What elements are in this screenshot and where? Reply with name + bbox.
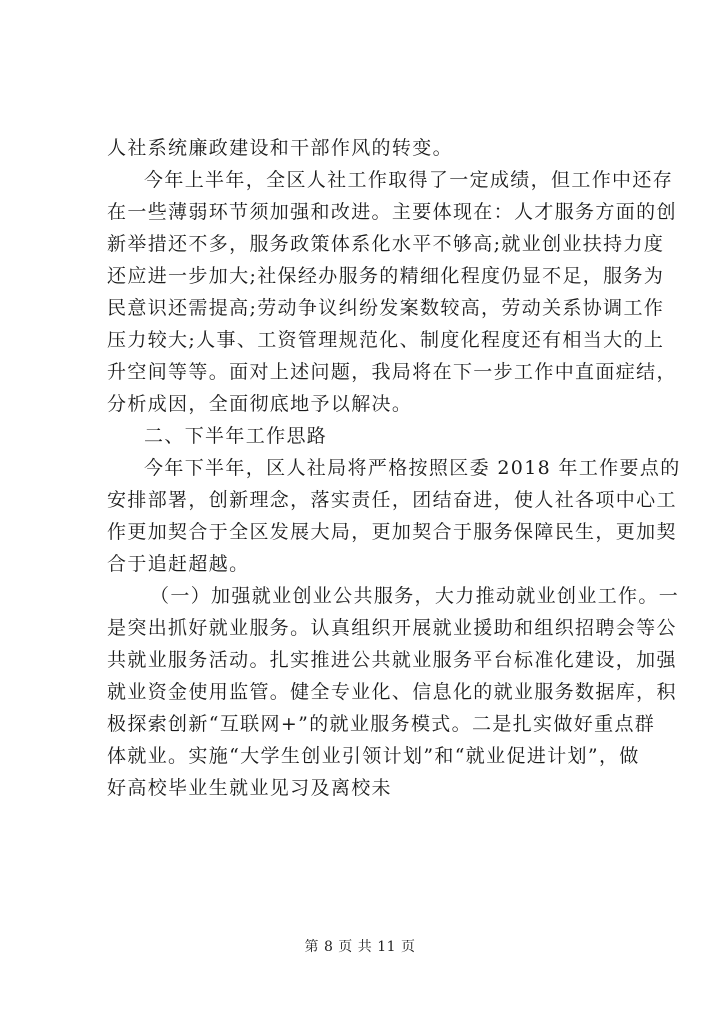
- subsection-first-line: （一）加强就业创业公共服务，大力推动就业创业工作。一: [150, 585, 680, 607]
- page-number-footer: 第 8 页 共 11 页: [304, 939, 416, 955]
- text-line: 合于追赶超越。: [107, 553, 250, 575]
- text-line: 人社系统廉政建设和干部作风的转变。: [107, 137, 453, 159]
- text-line: 就业资金使用监管。健全专业化、信息化的就业服务数据库，积: [107, 681, 677, 703]
- text-line: 安排部署，创新理念，落实责任，团结奋进，使人社各项中心工: [107, 489, 677, 511]
- paragraph-first-line: 今年上半年，全区人社工作取得了一定成绩，但工作中还存: [144, 169, 674, 191]
- text-line: 压力较大;人事、工资管理规范化、制度化程度还有相当大的上: [107, 329, 665, 351]
- text-line: 极探索创新“互联网+”的就业服务模式。二是扎实做好重点群: [107, 713, 656, 735]
- body-text: [107, 132, 681, 804]
- text-line: 在一些薄弱环节须加强和改进。主要体现在：人才服务方面的创: [107, 201, 677, 223]
- text-line: 共就业服务活动。扎实推进公共就业服务平台标准化建设，加强: [107, 649, 677, 671]
- text-line: 是突出抓好就业服务。认真组织开展就业援助和组织招聘会等公: [107, 617, 677, 639]
- text-line: 新举措还不多，服务政策体系化水平不够高;就业创业扶持力度: [107, 233, 665, 255]
- text-line: 体就业。实施“大学生创业引领计划”和“就业促进计划”，做: [107, 745, 640, 767]
- text-line: 分析成因，全面彻底地予以解决。: [107, 393, 413, 415]
- section-heading: 二、下半年工作思路: [144, 425, 328, 447]
- text-line: 作更加契合于全区发展大局，更加契合于服务保障民生，更加契: [107, 521, 677, 543]
- text-line: 还应进一步加大;社保经办服务的精细化程度仍显不足，服务为: [107, 265, 665, 287]
- paragraph-first-line: 今年下半年，区人社局将严格按照区委 2018 年工作要点的: [144, 457, 681, 479]
- text-line: 民意识还需提高;劳动争议纠纷发案数较高，劳动关系协调工作: [107, 297, 665, 319]
- text-line: 升空间等等。面对上述问题，我局将在下一步工作中直面症结，: [107, 361, 677, 383]
- text-line: 好高校毕业生就业见习及离校未: [107, 777, 392, 799]
